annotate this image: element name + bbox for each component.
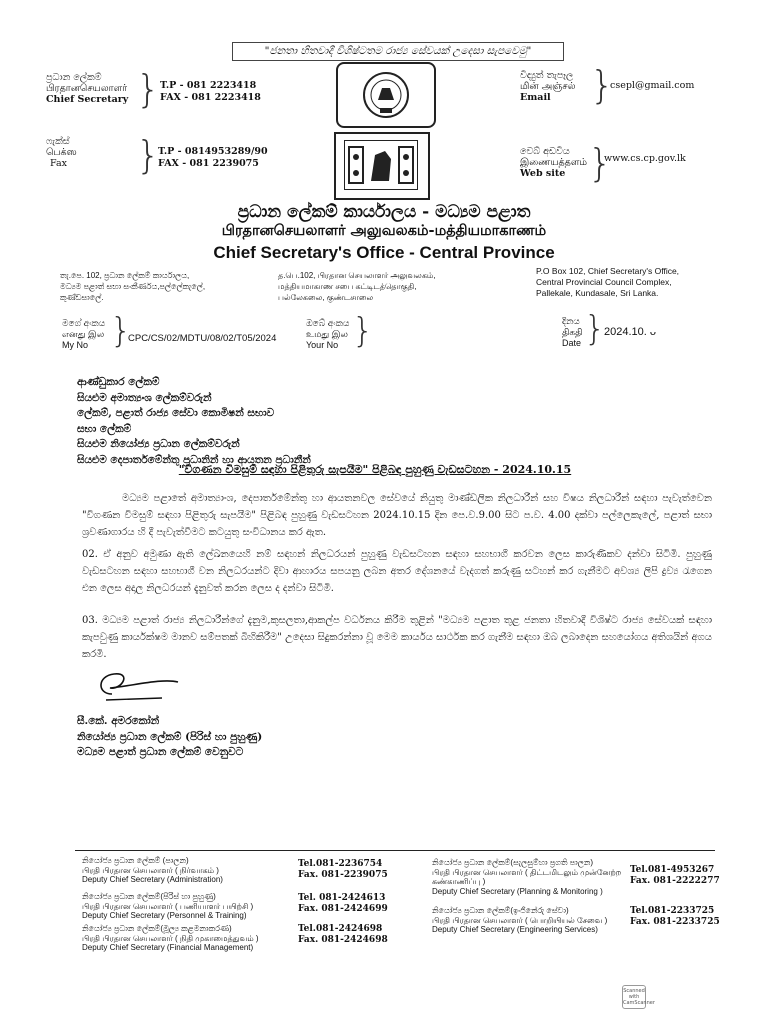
footer-line: பிரதி பிரதான செயலாளர் ( பணியாளர் பயிற்சி ) (82, 901, 254, 911)
signer-name: සී.කේ. අමරකෝන් (77, 715, 160, 727)
office-numbers (158, 146, 268, 170)
fax-labels (46, 136, 77, 169)
website-labels (520, 146, 587, 179)
footer-line: නියෝජ්‍ය ප්‍රධාන ලේකම්(මූල්‍ය කළමනාකරණ) (82, 924, 232, 933)
cs-fax: FAX - 081 2223418 (160, 92, 261, 103)
footer-line: கண்காணிப்பு ) (432, 877, 486, 886)
footer-line: பிரதி பிரதான செயலாளர் ( நிதி முகாமைத்துவம் ) (82, 933, 259, 943)
body-paragraph-1: මධ්‍යම පළාතේ අමාත්‍යාංශ, දෙපාර්තමේන්තු හා ආයතනවල සේවයේ නියුතු මාණ්ඩලික නිලධාරීන් සහ විෂය නිලධාරීන් සඳහා පැවැත්වෙන "විගණන විමසුම් සඳහා පිළිතුරු සැපයීම" පිළිබඳ පුහුණු වැඩසටහන 2024.10.15 දින පෙ.ව.9.00 සිට ප.ව. 4.00 දක්වා පල්ලෙකැලේ, පළාත් සභා ශ්‍රවණාගාරය හි දී පැවැත්වීමට කටයුතු සංවිධානය කර ඇත. (82, 493, 712, 538)
label-en: My No (62, 340, 89, 350)
office-title-sinhala: ප්‍රධාන ලේකම් කාර්යාලය - මධ්‍යම පළාත (237, 202, 531, 222)
label-si: විද්‍යුත් තැපෑල (520, 70, 574, 81)
footer-line: Deputy Chief Secretary (Personnel & Training) (82, 911, 247, 920)
footer-dcs-personnel-contacts (298, 893, 388, 914)
address-sinhala (60, 270, 205, 303)
addressee: සියළුම අමාත්‍යංශ ලේකම්වරුන් (77, 391, 212, 404)
office-title-english: Chief Secretary's Office - Central Province (213, 243, 555, 262)
address-line: මධ්‍යම පළාත් සභා සංකීර්ණය,පල්ලේකැලේ, (60, 282, 206, 291)
address-line: பல்லேகலை, குண்டசாலை (278, 293, 374, 302)
footer-line: Deputy Chief Secretary (Engineering Services) (432, 925, 598, 934)
address-line: කුණ්ඩසාලේ. (60, 293, 104, 302)
brace-icon: } (136, 133, 161, 177)
footer-dcs-admin (82, 856, 292, 885)
footer-line: பிரதி பிரதான செயலாளர் ( நிர்வாகம் ) (82, 865, 219, 875)
fax2: FAX - 081 2239075 (158, 158, 259, 169)
footer-fax: Fax. 081-2222277 (630, 875, 720, 886)
body-paragraph-3: 03. මධ්‍යම පළාත් රාජ්‍ය නිලධාරීන්ගේ දැනුම,කුසලතා,ආකල්ප වර්ධනය කිරීම තුළින් "මධ්‍යම පළාත තුළ ජනතා හිතවාදී විශිෂ්ට රාජ්‍ය සේවයක් සඳහා කැපවුණු කාර්යක්ෂම මානව සම්පතක් බිහිකිරීම" උදෙසා සිදුකරන්නා වූ මෙම කාර්යය සාර්ථක කර ගැනීම සඳහා ඔබ ලබාදෙන සහයෝගය අතිශයින් අගය කරමි. (82, 615, 712, 660)
your-no-labels (306, 318, 349, 351)
addressee: සියළුම නියෝජ්‍ය ප්‍රධාන ලේකම්වරුන් (77, 438, 240, 450)
label-si: මගේ අංකය (62, 318, 106, 328)
signer-block (77, 714, 262, 761)
sri-lanka-emblem-icon (336, 62, 436, 128)
cs-tp: T.P - 081 2223418 (160, 80, 257, 91)
addressee: ආණ්ඩුකාර ලේකම් (77, 376, 160, 388)
label-ta: மின் அஞ்சல் (520, 81, 576, 92)
label-ta: திகதி (562, 327, 583, 337)
addressee: සභා ලේකම් (77, 422, 132, 435)
subject-line: "විගණන විමසුම් සඳහා පිළිතුරු සැපයීම" පිළිබඳ පුහුණු වැඩසටහන - 2024.10.15 (178, 463, 572, 476)
address-line: மத்தியமாகாண சபை கட்டிடத்தொகுதி, (278, 282, 417, 291)
label-si: ඔබේ අංකය (306, 318, 350, 328)
footer-dcs-planning (432, 858, 628, 896)
footer-dcs-personnel (82, 892, 292, 921)
label-en: Date (562, 338, 582, 348)
label-en: Chief Secretary (46, 94, 129, 105)
footer-line: பிரதி பிரதான செயலாளர் ( திட்டமிடலும் முன்னேற்ற (432, 867, 622, 877)
label-si: ප්‍රධාන ලේකම් (46, 72, 102, 83)
label-en: Web site (520, 168, 566, 179)
footer-dcs-admin-contacts (298, 859, 388, 880)
label-en: Fax (50, 158, 67, 169)
date-value: 2024.10. ᴗ (604, 326, 656, 338)
footer-line: නියෝජ්‍ය ප්‍රධාන ලේකම් (පාලන) (82, 856, 189, 865)
address-line: තැ.පෙ. 102, ප්‍රධාන ලේකම් කාර්යාලය, (60, 271, 190, 280)
label-si: වෙබ් අඩවිය (520, 146, 570, 157)
footer-tel: Tel.081-2424698 (298, 924, 383, 934)
address-line: Central Provincial Council Complex, (536, 277, 672, 287)
footer-line: Deputy Chief Secretary (Administration) (82, 875, 223, 884)
date-labels (562, 316, 583, 349)
label-ta: பிரதானசெயலாளர் (46, 83, 128, 94)
label-ta: எனது இல (62, 329, 105, 339)
brace-icon: } (110, 311, 132, 351)
label-en: Your No (306, 340, 339, 350)
footer-line: නියෝජ්‍ය ප්‍රධාන ලේකම්(ඉංජිනේරු සේවා) (432, 906, 569, 915)
chief-secretary-labels (46, 72, 128, 105)
tp2: T.P - 0814953289/90 (158, 146, 268, 157)
footer-divider (75, 850, 715, 851)
address-english (536, 266, 679, 299)
footer-dcs-finance (82, 924, 292, 953)
website-value: www.cs.cp.gov.lk (604, 153, 686, 164)
label-en: Email (520, 92, 551, 103)
footer-tel: Tel.081-2233725 (630, 906, 715, 916)
address-line: த.பெ.102, பிரதான செயலாளர் அலுவலகம், (278, 271, 436, 280)
label-ta: பெக்ஸ (46, 147, 77, 158)
camscanner-logo-icon: Scanned with CamScanner (622, 985, 646, 1009)
address-line: Pallekale, Kundasale, Sri Lanka. (536, 288, 659, 298)
label-ta: உமது இல (306, 329, 348, 339)
label-si: දිනය (562, 316, 580, 326)
footer-fax: Fax. 081-2424699 (298, 903, 388, 914)
footer-line: Deputy Chief Secretary (Planning & Monitoring ) (432, 886, 603, 896)
footer-fax: Fax. 081-2424698 (298, 934, 388, 945)
footer-line: பிரதி பிரதான செயலாளர் ( பொறியியல் சேவை ) (432, 915, 608, 925)
email-value: csepl@gmail.com (610, 80, 695, 91)
footer-line: නියෝජ්‍ය ප්‍රධාන ලේකම්(පිරිස් හා පුහුණු) (82, 892, 216, 901)
addressee: සියළුම දෙපාර්තමේන්තු ප්‍රධානින් හා ආයතන ප්‍රධානීන් (77, 453, 311, 466)
footer-tel: Tel. 081-2424613 (298, 893, 386, 903)
signer-title: නියෝජ්‍ය ප්‍රධාන ලේකම් (පිරිස් හා පුහුණු) (77, 730, 263, 743)
brace-icon: } (352, 311, 374, 351)
footer-line: නියෝජ්‍ය ප්‍රධාන ලේකම්(සැලසුම්හා ප්‍රගති පාලන) (432, 858, 594, 867)
footer-dcs-finance-contacts (298, 924, 388, 945)
addressee: ලේකම්, පළාත් රාජ්‍ය සේවා කොමිෂන් සභාව (77, 407, 275, 419)
address-tamil (278, 270, 436, 303)
label-si: ෆැක්ස් (46, 136, 70, 147)
label-ta: இணையத்தளம் (520, 157, 588, 168)
central-province-flag-icon (334, 132, 430, 200)
email-labels (520, 70, 576, 103)
footer-fax: Fax. 081-2233725 (630, 916, 720, 927)
motto: "ජනතා හිතවාදී විශිෂ්ටතම රාජ්‍ය සේවයක් උදෙසා සැපවෙමු" (232, 42, 564, 61)
address-line: P.O Box 102, Chief Secretary's Office, (536, 266, 680, 276)
footer-dcs-planning-contacts (630, 865, 720, 886)
handwritten-signature (92, 664, 182, 708)
brace-icon: } (136, 67, 161, 111)
brace-icon: } (590, 63, 615, 107)
footer-fax: Fax. 081-2239075 (298, 869, 388, 880)
office-title-tamil: பிரதானசெயலாளர் அலுவலகம்-மத்தியமாகாணம் (221, 222, 547, 239)
addressee-list (77, 375, 311, 468)
body-paragraph-2: 02. ඒ අනුව අමුණා ඇති ලේඛනයෙහි නම් සඳහන් නිලධරයන් පුහුණු වැඩසටහන සඳහා සහභාගී කරවන ලෙස කාරුණිකව දන්වා සිටිමි. පුහුණු වැඩසටහන සඳහා සහභාගී වන නිලධරයන්ට දිවා ආහාරය සපයනු ලබන අතර දේශනයේ වැදගත් කරුණු සටහන් කර ගැනීමට අවශ්‍ය ලිපි ද්‍රව්‍ය රැගෙන එන ලෙස අදාල නිලධරයන් දැනුවත් කරන ලෙස ද දන්වා සිටිමි. (82, 549, 712, 594)
my-no-value: CPC/CS/02/MDTU/08/02/T05/2024 (128, 333, 277, 344)
footer-tel: Tel.081-2236754 (298, 859, 383, 869)
brace-icon: } (584, 309, 606, 349)
footer-dcs-engineering (432, 906, 628, 935)
chief-secretary-numbers (160, 80, 261, 104)
my-no-labels (62, 318, 105, 351)
footer-line: Deputy Chief Secretary (Financial Management) (82, 943, 254, 952)
footer-dcs-engineering-contacts (630, 906, 720, 927)
footer-tel: Tel.081-4953267 (630, 865, 715, 875)
brace-icon: } (588, 141, 613, 185)
signer-onbehalf: මධ්‍යම පළාත් ප්‍රධාන ලේකම් වෙනුවට (77, 746, 244, 758)
